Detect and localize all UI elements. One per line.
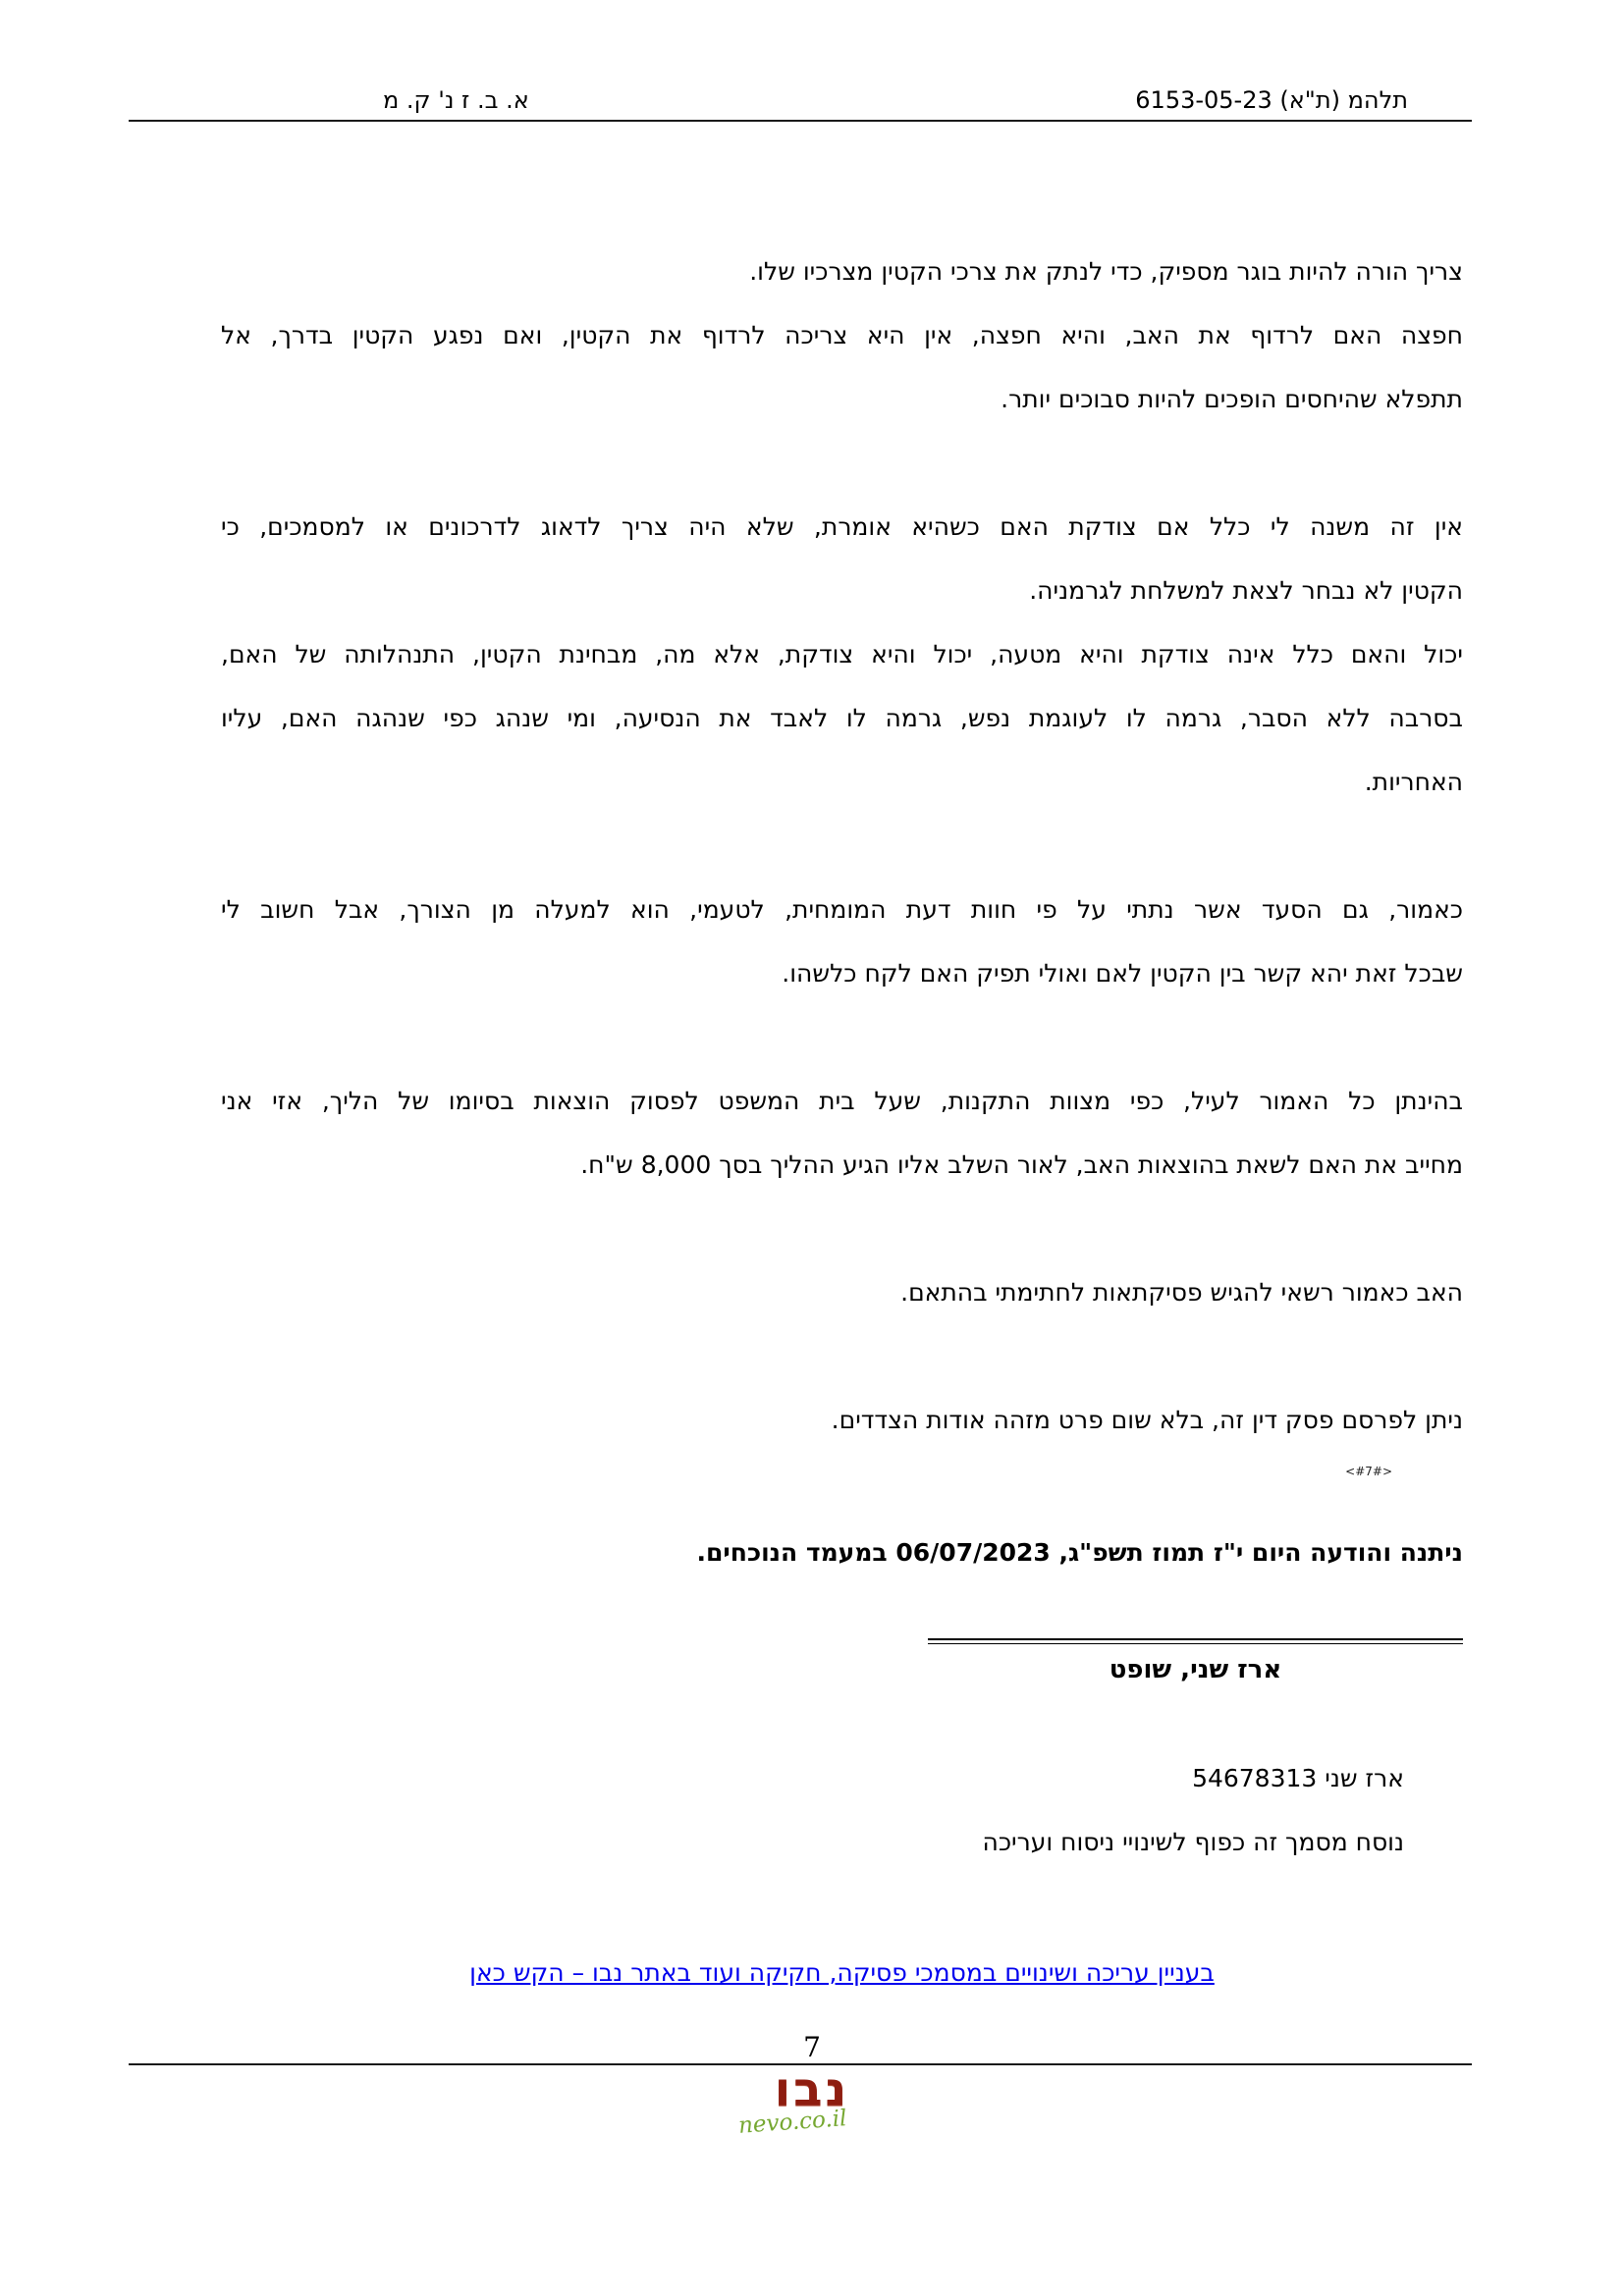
document-notes bbox=[221, 1746, 1463, 1874]
body-line: צריך הורה להיות בוגר מספיק, כדי לנתק את צרכי הקטין מצרכיו שלו. bbox=[749, 257, 1463, 286]
body-line: אין זה משנה לי כלל אם צודקת האם כשהיא אומרת, שלא היה צריך לדאוג לדרכונים או למסמכים, כי bbox=[221, 512, 1463, 541]
judge-name-title: ארז שני, שופט bbox=[1109, 1655, 1282, 1684]
signature-block bbox=[928, 1638, 1463, 1685]
paragraph-gap bbox=[221, 814, 1463, 878]
body-line: כאמור, גם הסעד אשר נתתי על פי חוות דעת המומחית, לטעמי, הוא למעלה מן הצורך, אבל חשוב לי bbox=[221, 895, 1463, 924]
body-line: תתפלא שהיחסים הופכים להיות סבוכים יותר. bbox=[1001, 385, 1463, 413]
paragraph-gap bbox=[221, 1197, 1463, 1260]
body-line: האחריות. bbox=[1364, 768, 1463, 796]
judge-id-line: ארז שני 54678313 bbox=[1192, 1764, 1404, 1792]
paragraph-gap bbox=[221, 1324, 1463, 1388]
parties-initials: א. ב. ז נ' ק. מ bbox=[383, 86, 529, 114]
body-line: בהינתן כל האמור לעיל, כפי מצוות התקנות, שעל בית המשפט לפסוק הוצאות בסיומו של הליך, אזי אני bbox=[221, 1087, 1463, 1115]
body-line: ניתן לפרסם פסק דין זה, בלא שום פרט מזהה אודות הצדדים. bbox=[831, 1406, 1463, 1434]
signature-rule bbox=[928, 1638, 1463, 1644]
version-note: נוסח מסמך זה כפוף לשינויי ניסוח ועריכה bbox=[982, 1828, 1404, 1856]
body-line: האב כאמור רשאי להגיש פסיקתאות לחתימתי בהתאם. bbox=[900, 1278, 1463, 1307]
nevo-logo bbox=[737, 2062, 886, 2139]
page-anchor-marker: <#7#> bbox=[1345, 1465, 1392, 1478]
nevo-logo-domain-text: nevo.co.il bbox=[737, 2106, 848, 2139]
nevo-logo-hebrew-text: נבו bbox=[774, 2062, 850, 2117]
document-body bbox=[0, 122, 1624, 2004]
body-line: יכול והאם כלל אינה צודקת והיא מטעה, יכול והיא צודקת, אלא מה, מבחינת הקטין, התנהלותה של האם, bbox=[221, 640, 1463, 668]
page-header bbox=[0, 0, 1624, 120]
nevo-edit-link[interactable]: בעניין עריכה ושינויים במסמכי פסיקה, חקיקה ועוד באתר נבו – הקש כאן bbox=[469, 1958, 1215, 1987]
paragraph-gap bbox=[221, 431, 1463, 495]
body-line: שבכל זאת יהא קשר בין הקטין לאם ואולי תפיק האם לקח כלשהו. bbox=[782, 959, 1463, 988]
case-number: תלהמ (ת"א) 6153-05-23 bbox=[1135, 86, 1408, 114]
paragraph-gap bbox=[221, 1005, 1463, 1069]
body-line: בסרבה ללא הסבר, גרמה לו לעוגמת נפש, גרמה לו לאבד את הנסיעה, ומי שנהג כפי שנהגה האם, עליו bbox=[221, 704, 1463, 732]
link-row bbox=[221, 1941, 1463, 2004]
body-line: חפצה האם לרדוף את האב, והיא חפצה, אין היא צריכה לרדוף את הקטין, ואם נפגע הקטין בדרך, אל bbox=[221, 321, 1463, 349]
body-line: מחייב את האם לשאת בהוצאות האב, לאור השלב אליו הגיע ההליך בסך 8,000 ש"ח. bbox=[580, 1150, 1463, 1179]
decision-date-line: ניתנה והודעה היום י"ז תמוז תשפ"ג, 06/07/2023 במעמד הנוכחים. bbox=[696, 1538, 1463, 1567]
page-number: 7 bbox=[803, 2031, 821, 2063]
body-line: הקטין לא נבחר לצאת למשלחת לגרמניה. bbox=[1029, 576, 1463, 605]
